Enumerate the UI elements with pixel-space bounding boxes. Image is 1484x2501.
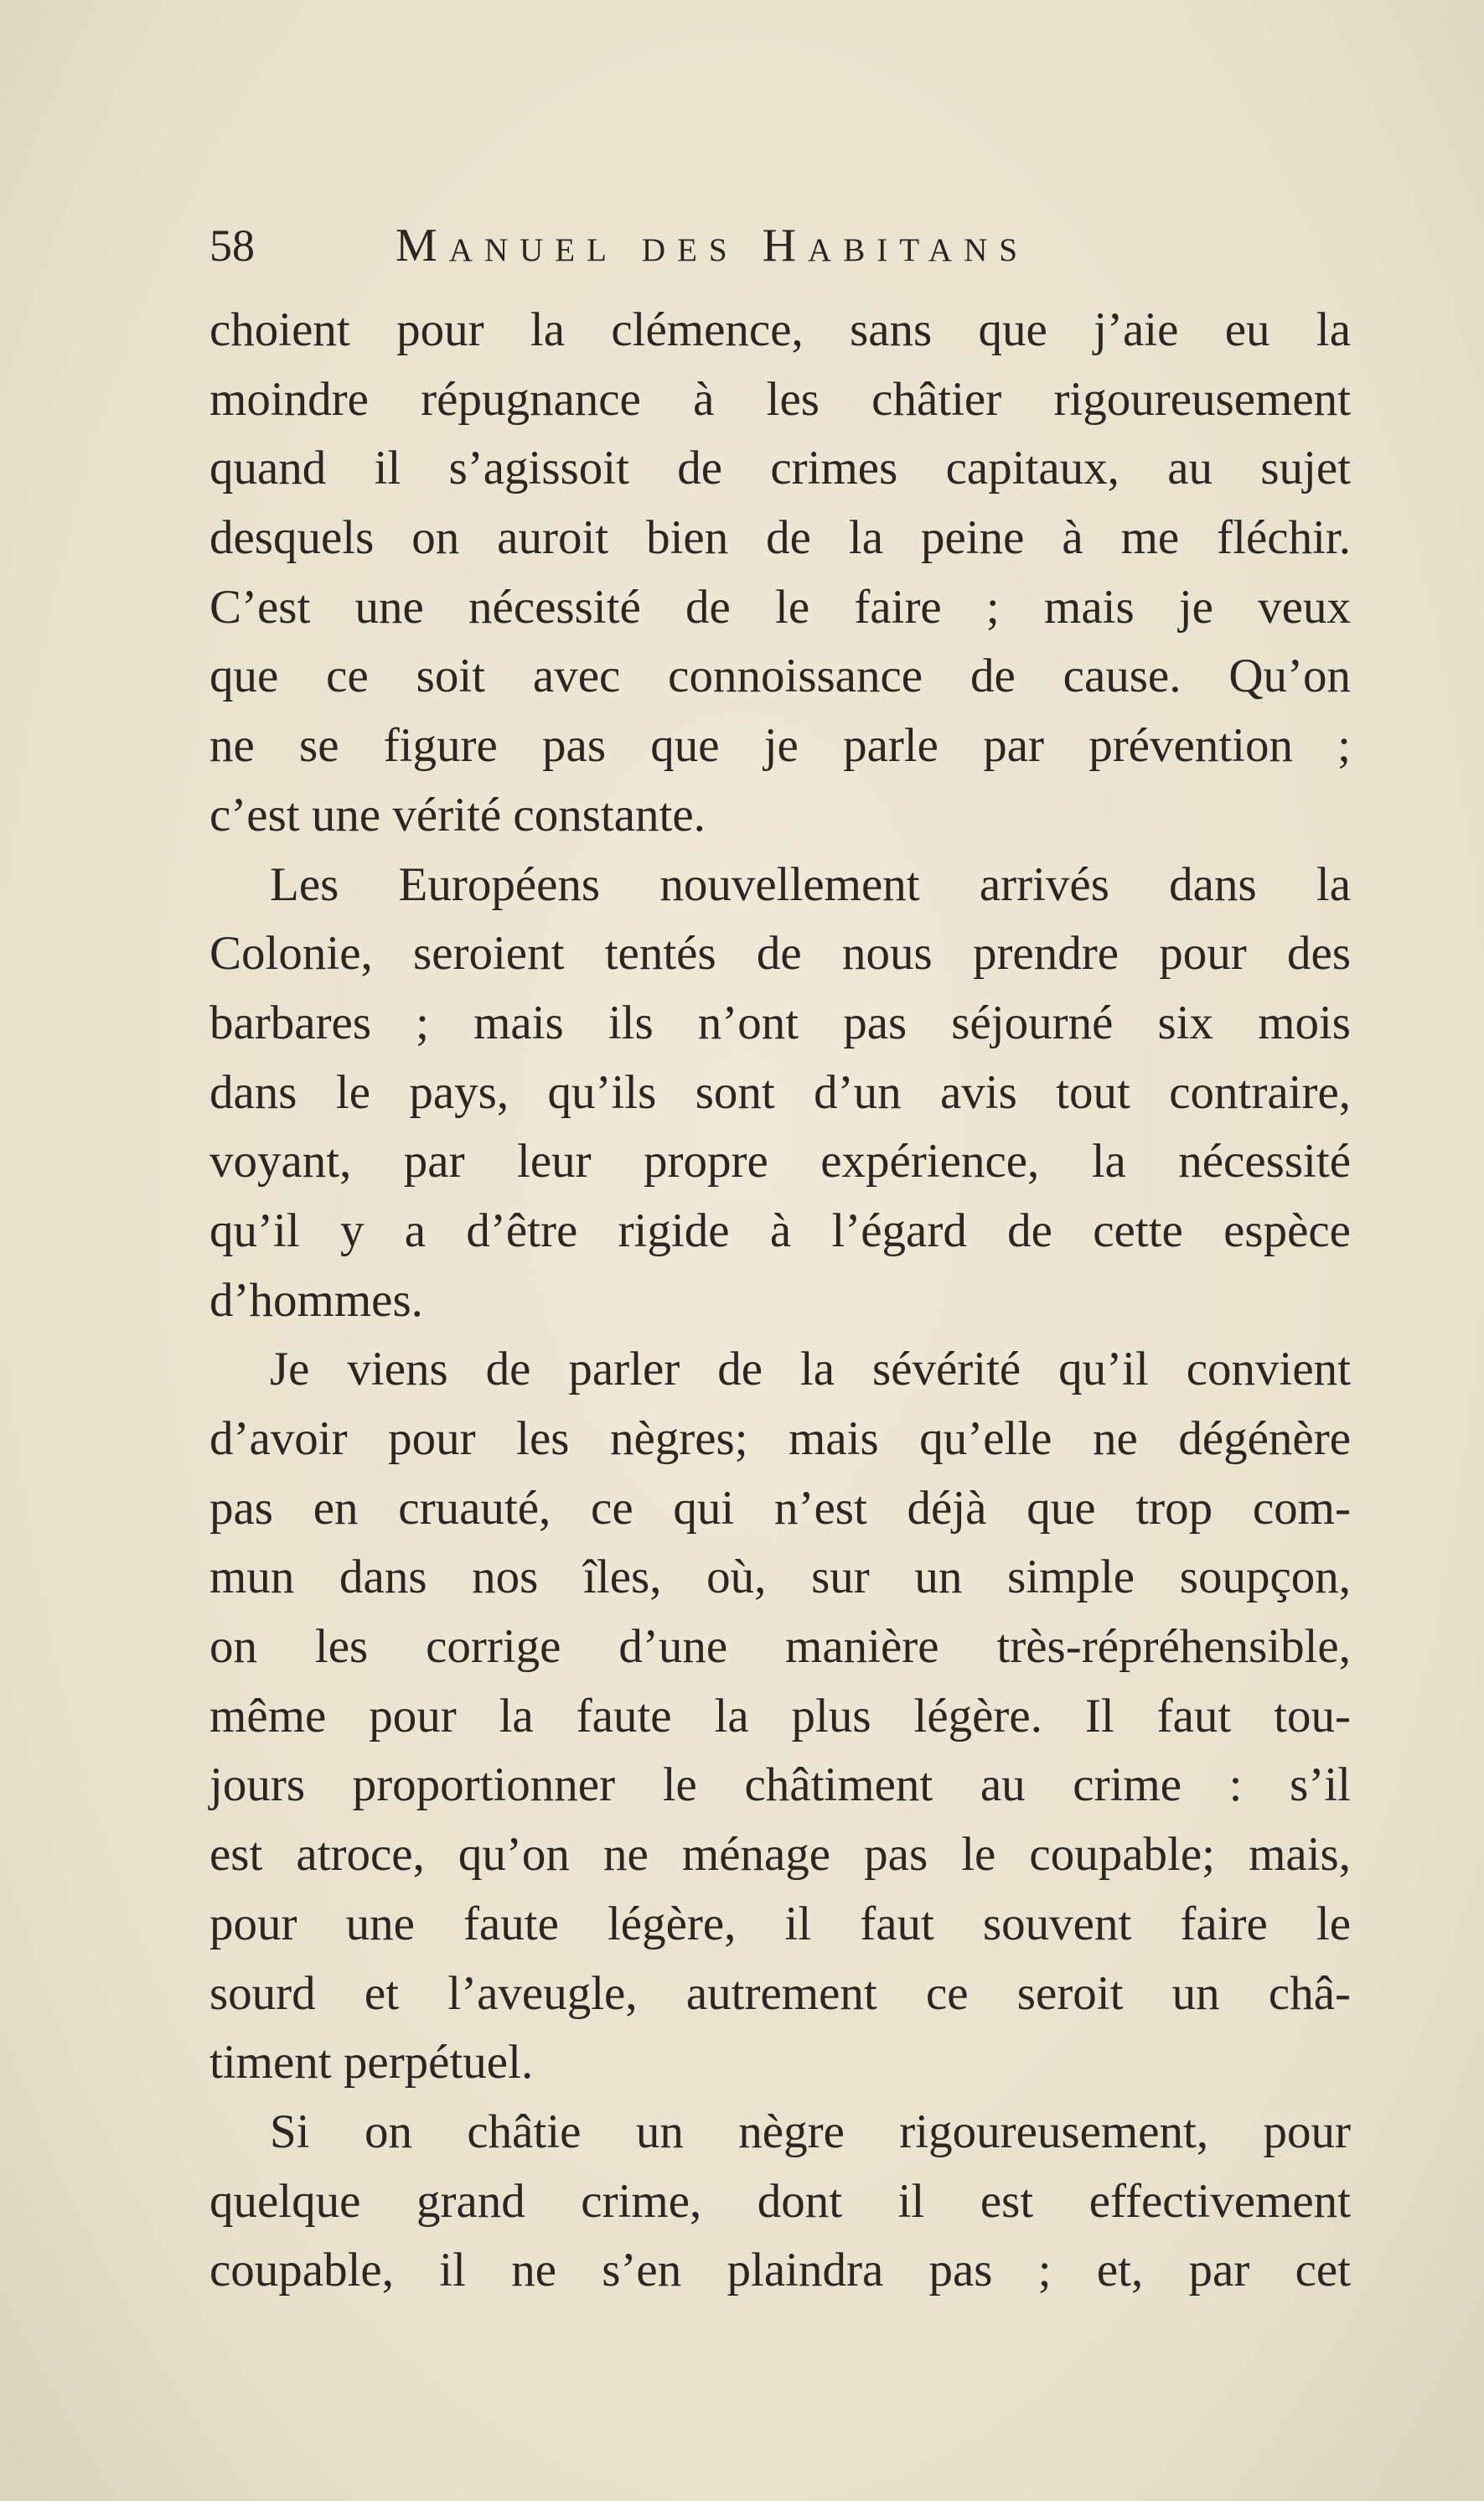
text-line: coupable, il ne s’en plaindra pas ; et, par cet [209,2244,1351,2297]
text-line: timent perpétuel. [209,2036,534,2089]
text-line: jours proportionner le châtiment au crime : s’il [209,1758,1351,1812]
text-line: est atroce, qu’on ne ménage pas le coupable; mais, [209,1828,1351,1882]
text-line: C’est une nécessité de le faire ; mais je veux [209,580,1351,634]
text-line: pour une faute légère, il faut souvent faire le [209,1897,1351,1950]
text-line: même pour la faute la plus légère. Il faut tou- [209,1689,1351,1742]
text-line: que ce soit avec connoissance de cause. Qu’on [209,650,1351,703]
text-line: d’avoir pour les nègres; mais qu’elle ne dégénère [209,1412,1351,1465]
text-line: voyant, par leur propre expérience, la nécessité [209,1135,1351,1188]
text-line: Les Européens nouvellement arrivés dans la [270,857,1351,911]
text-line: moindre répugnance à les châtier rigoureusement [209,372,1351,426]
text-line: on les corrige d’une manière très-répréhensible, [209,1620,1351,1674]
text-line: pas en cruauté, ce qui n’est déjà que trop com- [209,1481,1351,1535]
text-line: mun dans nos îles, où, sur un simple soupçon, [209,1551,1351,1604]
text-line: ne se figure pas que je parle par prévention ; [209,719,1351,773]
text-line: choient pour la clémence, sans que j’aie eu la [209,303,1351,356]
text-line: c’est une vérité constante. [209,788,706,841]
text-line: d’hommes. [209,1273,423,1327]
text-line: dans le pays, qu’ils sont d’un avis tout contraire, [209,1065,1351,1119]
text-line: Je viens de parler de la sévérité qu’il convient [270,1343,1351,1396]
text-line: quand il s’agissoit de crimes capitaux, au sujet [209,442,1351,495]
text-line: barbares ; mais ils n’ont pas séjourné six mois [209,996,1351,1049]
text-line: sourd et l’aveugle, autrement ce seroit un châ- [209,1966,1351,2020]
body-text [209,296,1351,2306]
running-title: Manuel des Habitans [396,220,1029,272]
text-line: Si on châtie un nègre rigoureusement, pour [270,2105,1351,2158]
text-line: desquels on auroit bien de la peine à me fléchir. [209,511,1351,565]
text-line: quelque grand crime, dont il est effectivement [209,2174,1351,2228]
text-line: Colonie, seroient tentés de nous prendre pour des [209,927,1351,981]
page-header [209,216,1349,275]
text-line: qu’il y a d’être rigide à l’égard de cette espèce [209,1204,1351,1257]
page-number: 58 [209,220,255,271]
